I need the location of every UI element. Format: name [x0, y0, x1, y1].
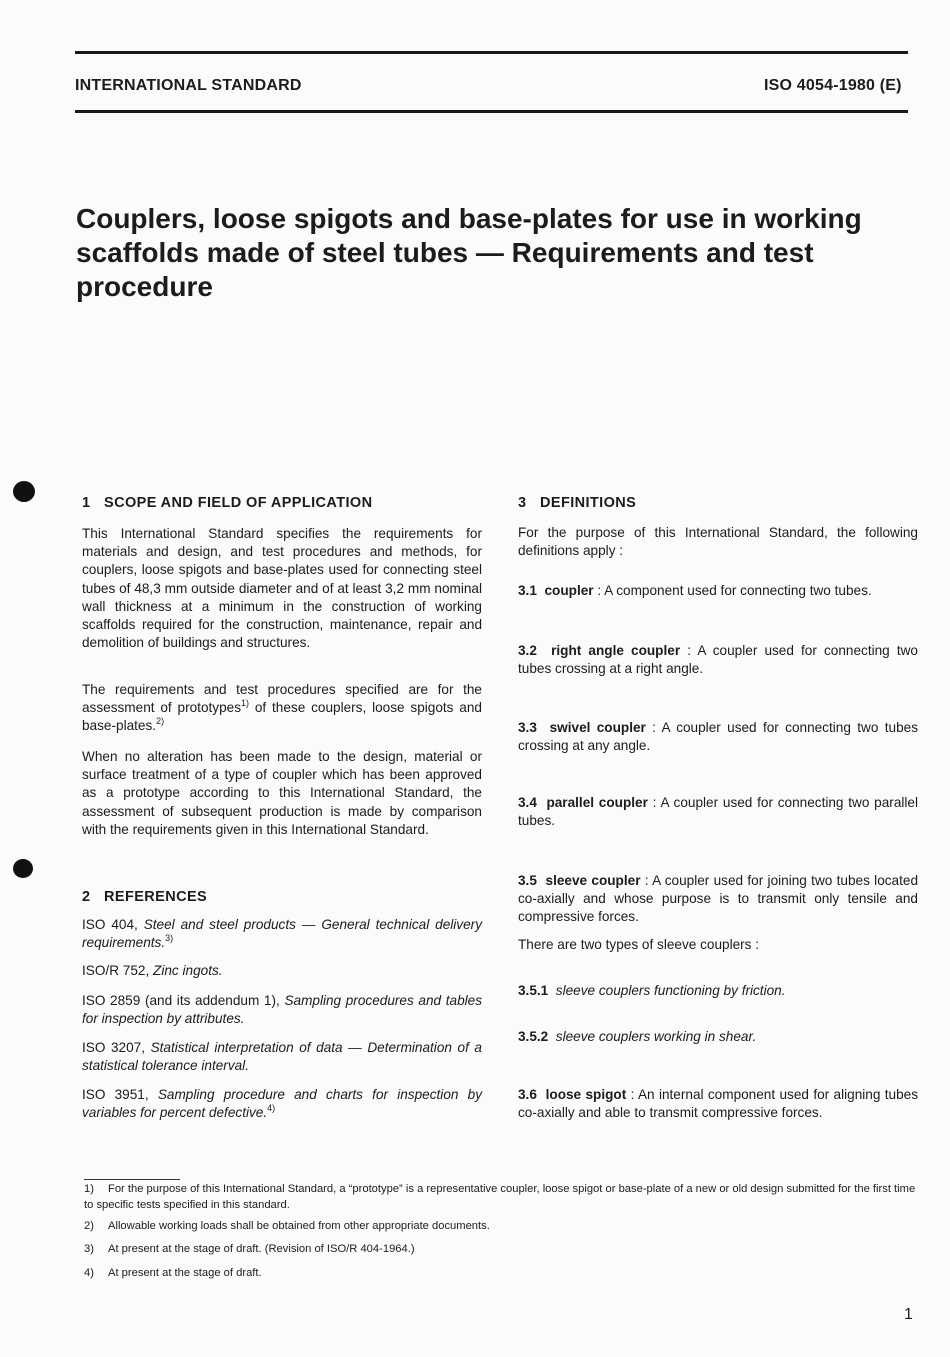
definitions-intro: For the purpose of this International Standard, the following definitions apply :	[518, 525, 918, 559]
sleeve-coupler-types-note: There are two types of sleeve couplers :	[518, 937, 760, 952]
footnote-separator	[84, 1179, 180, 1180]
definition-3-5: 3.5 sleeve coupler : A coupler used for joining two tubes located co-axially and whose purpose is to transmit only tensile and compressive forces.	[518, 873, 919, 925]
section-number: 3	[518, 495, 527, 511]
section-3-heading	[518, 494, 918, 512]
binder-hole-mark	[13, 481, 35, 502]
footnote: 1) For the purpose of this International Standard, a “prototype” is a representative coupler, loose spigot or base-plate of a new or old design submitted for the first time to specific tests specified in this standard.	[84, 1183, 916, 1211]
page-number: 1	[904, 1306, 913, 1323]
left-column	[82, 494, 482, 1144]
reference-item: ISO 3207, Statistical interpretation of data — Determination of a statistical tolerance interval.	[82, 1040, 482, 1074]
definition-3-4: 3.4 parallel coupler : A coupler used for connecting two parallel tubes.	[518, 795, 918, 829]
definition-3-3: 3.3 swivel coupler : A coupler used for connecting two tubes crossing at any angle.	[518, 720, 918, 754]
scope-paragraph-3: When no alteration has been made to the design, material or surface treatment of a type of coupler which has been approved as a prototype according to this International Standard, the assessment of subsequent production is made by comparison with the requirements given in this International Standard.	[82, 749, 482, 837]
reference-item: ISO 2859 (and its addendum 1), Sampling procedures and tables for inspection by attributes.	[82, 993, 483, 1027]
scope-paragraph-1: This International Standard specifies the requirements for materials and design, and test procedures and methods, for couplers, loose spigots and base-plates used for connecting steel tubes of 48,3 mm outside diameter and of at least 3,2 mm nominal wall thickness at a minimum in the construction of working scaffolds required for the construction, maintenance, repair and demolition of buildings and structures.	[82, 526, 482, 651]
definition-3-6: 3.6 loose spigot : An internal component used for aligning tubes co-axially and able to transmit compressive forces.	[518, 1087, 918, 1121]
reference-item: ISO 404, Steel and steel products — General technical delivery requirements.$^{3)}$	[82, 917, 482, 951]
reference-item: ISO/R 752, Zinc ingots.	[82, 963, 223, 978]
section-1-heading	[82, 494, 482, 512]
section-2-heading	[82, 888, 482, 906]
section-number: 2	[82, 889, 91, 905]
header-top-rule	[75, 51, 908, 54]
header-bottom-rule	[75, 110, 908, 113]
footnote-ref: 1)	[241, 698, 250, 709]
header-standard-label: INTERNATIONAL STANDARD	[75, 77, 302, 94]
reference-item: ISO 3951, Sampling procedure and charts for inspection by variables for percent defective.$^{4)}$	[82, 1087, 482, 1121]
section-title: REFERENCES	[104, 889, 208, 905]
footnote: 2) Allowable working loads shall be obtained from other appropriate documents.	[84, 1220, 490, 1232]
scope-paragraph-2: The requirements and test procedures specified are for the assessment of prototypes$^{1)}$ of these couplers, loose spigots and base-plates.$^{2)}$	[82, 682, 482, 734]
right-column	[518, 494, 918, 1144]
definition-3-1: 3.1 coupler : A component used for connecting two tubes.	[518, 583, 872, 598]
footnote-ref: 3)	[165, 933, 174, 944]
footnote-ref: 4)	[267, 1103, 276, 1114]
section-title: DEFINITIONS	[540, 495, 637, 511]
binder-hole-mark	[13, 859, 33, 878]
document-title: Couplers, loose spigots and base-plates for use in working scaffolds made of steel tubes — Requirements and test procedure	[76, 203, 862, 302]
section-number: 1	[82, 495, 91, 511]
footnote: 3) At present at the stage of draft. (Revision of ISO/R 404-1964.)	[84, 1243, 415, 1255]
header-document-number: ISO 4054-1980 (E)	[764, 77, 902, 94]
definition-3-5-2: 3.5.2 sleeve couplers working in shear.	[518, 1029, 757, 1044]
definition-3-5-1: 3.5.1 sleeve couplers functioning by friction.	[518, 983, 786, 998]
footnote-ref: 2)	[156, 716, 165, 727]
footnote: 4) At present at the stage of draft.	[84, 1267, 262, 1279]
section-title: SCOPE AND FIELD OF APPLICATION	[104, 495, 373, 511]
definition-3-2: 3.2 right angle coupler : A coupler used for connecting two tubes crossing at a right angle.	[518, 643, 918, 677]
